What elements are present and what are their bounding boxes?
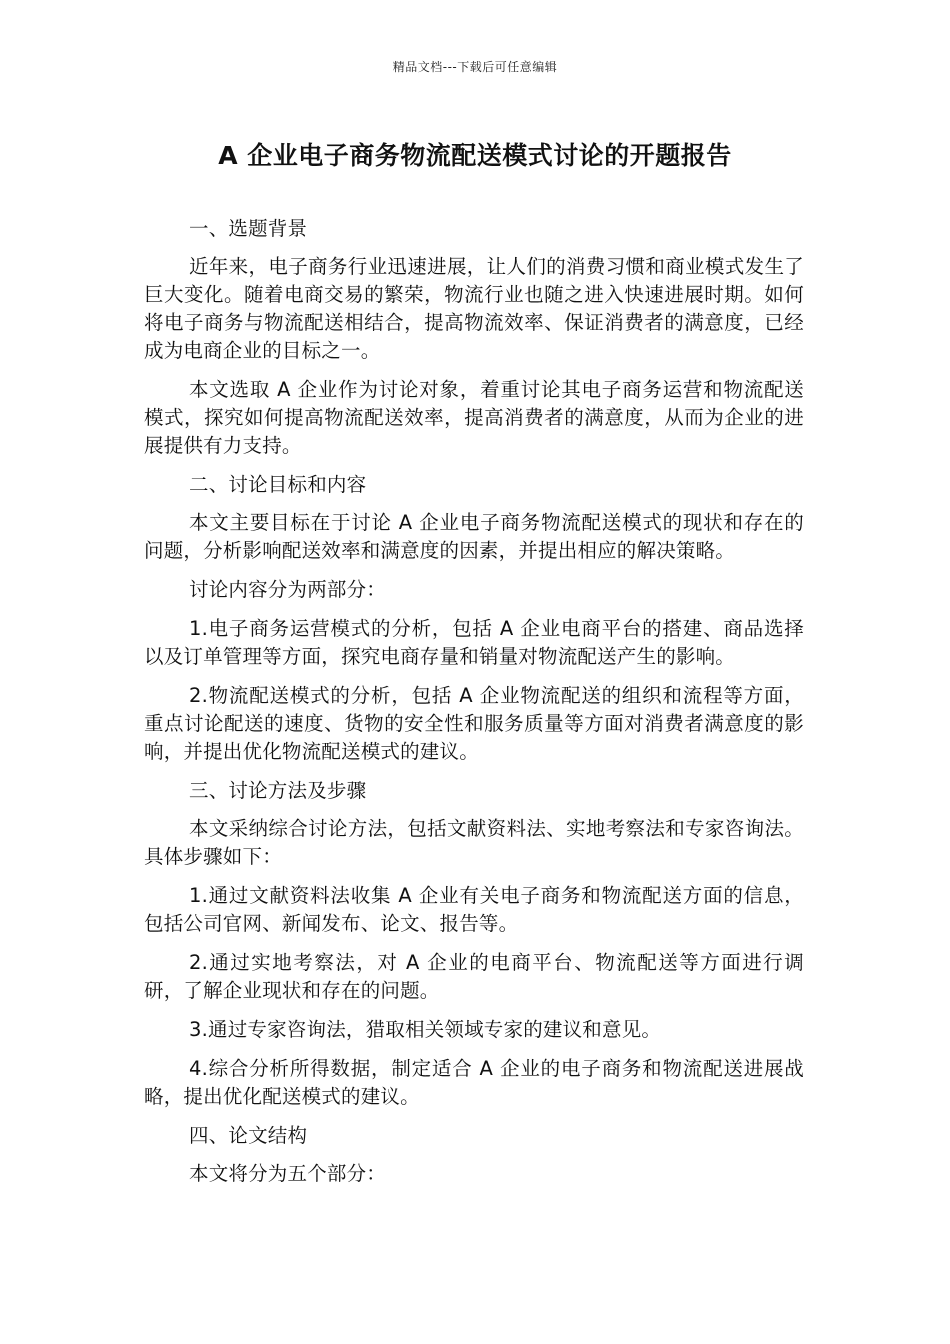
paragraph-methods-step-2: 2.通过实地考察法，对 A 企业的电商平台、物流配送等方面进行调研，了解企业现状和存在的问题。 <box>144 951 804 1002</box>
document-body <box>144 215 804 1199</box>
paragraph-goals-1: 本文主要目标在于讨论 A 企业电子商务物流配送模式的现状和存在的问题，分析影响配送效率和满意度的因素，并提出相应的解决策略。 <box>144 511 804 562</box>
paragraph-methods-step-1: 1.通过文献资料法收集 A 企业有关电子商务和物流配送方面的信息，包括公司官网、新闻发布、论文、报告等。 <box>144 884 804 935</box>
header-note: 精品文档---下载后可任意编辑 <box>392 60 558 74</box>
paragraph-structure-intro: 本文将分为五个部分： <box>189 1162 387 1185</box>
paragraph-goals-item-2: 2.物流配送模式的分析，包括 A 企业物流配送的组织和流程等方面，重点讨论配送的速度、货物的安全性和服务质量等方面对消费者满意度的影响，并提出优化物流配送模式的建议。 <box>144 684 804 763</box>
section-heading-structure: 四、论文结构 <box>189 1124 308 1147</box>
section-heading-methods: 三、讨论方法及步骤 <box>189 779 367 802</box>
paragraph-background-1: 近年来，电子商务行业迅速进展，让人们的消费习惯和商业模式发生了巨大变化。随着电商交易的繁荣，物流行业也随之进入快速进展时期。如何将电子商务与物流配送相结合，提高物流效率、保证消费者的满意度，已经成为电商企业的目标之一。 <box>144 255 804 362</box>
section-heading-goals: 二、讨论目标和内容 <box>189 473 367 496</box>
paragraph-goals-2: 讨论内容分为两部分： <box>189 578 387 601</box>
document-title: A 企业电子商务物流配送模式讨论的开题报告 <box>218 141 732 170</box>
paragraph-methods-step-3: 3.通过专家咨询法，猎取相关领域专家的建议和意见。 <box>189 1018 662 1041</box>
paragraph-background-2: 本文选取 A 企业作为讨论对象，着重讨论其电子商务运营和物流配送模式，探究如何提高物流配送效率，提高消费者的满意度，从而为企业的进展提供有力支持。 <box>144 378 804 457</box>
paragraph-methods-step-4: 4.综合分析所得数据，制定适合 A 企业的电子商务和物流配送进展战略，提出优化配送模式的建议。 <box>144 1057 804 1108</box>
paragraph-goals-item-1: 1.电子商务运营模式的分析，包括 A 企业电商平台的搭建、商品选择以及订单管理等方面，探究电商存量和销量对物流配送产生的影响。 <box>144 617 804 668</box>
paragraph-methods-intro: 本文采纳综合讨论方法，包括文献资料法、实地考察法和专家咨询法。具体步骤如下： <box>144 817 804 868</box>
section-heading-background: 一、选题背景 <box>189 217 308 240</box>
